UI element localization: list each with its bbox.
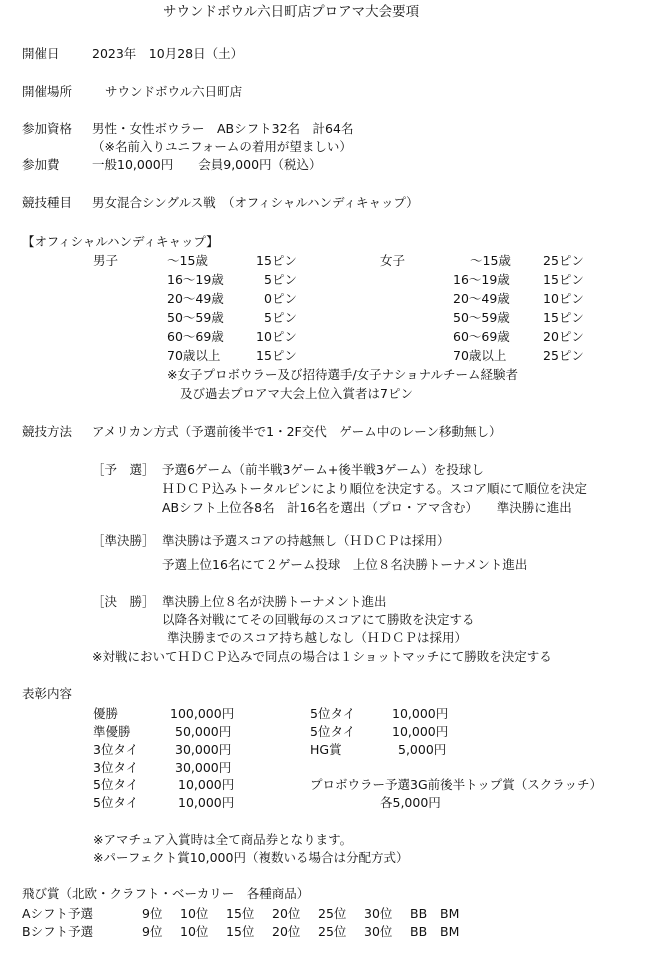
award-prize: 10,000円	[392, 706, 449, 721]
prelim-line: ABシフト上位各8名 計16名を選出（プロ・アマ含む） 準決勝に進出	[162, 500, 572, 515]
award-prize: 10,000円	[392, 724, 449, 739]
fee-value: 一般10,000円 会員9,000円（税込）	[92, 157, 322, 172]
prelim-tag: ［予 選］	[92, 462, 155, 477]
award-prize: 10,000円	[178, 777, 235, 792]
handicap-women-pins: 20ピン	[543, 329, 584, 344]
handicap-men-age: ～15歳	[167, 253, 208, 268]
award-prize: 50,000円	[175, 724, 232, 739]
handicap-women-pins: 10ピン	[543, 291, 584, 306]
handicap-women-label: 女子	[380, 253, 406, 268]
award-place: HG賞	[310, 742, 342, 757]
date-value: 2023年 10月28日（土）	[92, 46, 244, 61]
final-line: 以降各対戦にてその回戦毎のスコアにて勝敗を決定する	[162, 612, 475, 627]
awards-note: ※アマチュア入賞時は全て商品券となります。	[93, 832, 353, 847]
handicap-men-pins: 10ピン	[256, 329, 297, 344]
tobisho-rank: 15位	[226, 924, 255, 939]
handicap-men-age: 20～49歳	[167, 291, 224, 306]
handicap-women-pins: 25ピン	[543, 348, 584, 363]
award-place: 5位タイ	[310, 724, 356, 739]
award-place: 3位タイ	[93, 760, 139, 775]
tobisho-rank: 10位	[180, 924, 209, 939]
handicap-women-age: 60～69歳	[453, 329, 510, 344]
semi-line: 予選上位16名にて２ゲーム投球 上位８名決勝トーナメント進出	[162, 557, 528, 572]
fee-label: 参加費	[22, 157, 60, 172]
pro-award: プロボウラー予選3G前後半トップ賞（スクラッチ）	[310, 777, 603, 792]
award-place: 5位タイ	[310, 706, 356, 721]
handicap-men-pins: 5ピン	[264, 272, 297, 287]
award-place: 3位タイ	[93, 742, 139, 757]
award-prize: 5,000円	[398, 742, 447, 757]
award-prize: 10,000円	[178, 795, 235, 810]
handicap-men-pins: 15ピン	[256, 253, 297, 268]
final-line: 準決勝までのスコア持ち越しなし（ＨＤＣＰは採用）	[167, 630, 468, 645]
handicap-men-pins: 15ピン	[256, 348, 297, 363]
page-title: サウンドボウル六日町店プロアマ大会要項	[163, 4, 420, 20]
eligibility-note: （※名前入りユニフォームの着用が望ましい）	[92, 139, 352, 154]
tobisho-rank: 10位	[180, 906, 209, 921]
handicap-note: ※女子プロボウラー及び招待選手/女子ナショナルチーム経験者	[167, 367, 519, 382]
tobisho-rank: BM	[440, 924, 460, 939]
eligibility-value: 男性・女性ボウラー ABシフト32名 計64名	[92, 121, 354, 136]
tobisho-rank: 30位	[364, 906, 393, 921]
awards-note: ※パーフェクト賞10,000円（複数いる場合は分配方式）	[93, 850, 409, 865]
tobisho-rank: 9位	[142, 924, 163, 939]
handicap-women-age: 20～49歳	[453, 291, 510, 306]
award-place: 準優勝	[93, 724, 131, 739]
handicap-women-age: 16～19歳	[453, 272, 510, 287]
handicap-men-pins: 0ピン	[264, 291, 297, 306]
handicap-header: 【オフィシャルハンディキャップ】	[22, 234, 219, 249]
tobisho-row-label: Bシフト予選	[22, 924, 94, 939]
semi-line: 準決勝は予選スコアの持越無し（ＨＤＣＰは採用）	[162, 533, 450, 548]
handicap-women-pins: 15ピン	[543, 272, 584, 287]
handicap-women-age: 50～59歳	[453, 310, 510, 325]
venue-label: 開催場所	[22, 84, 73, 99]
handicap-note: 及び過去プロアマ大会上位入賞者は7ピン	[180, 386, 413, 401]
tobisho-row-label: Aシフト予選	[22, 906, 94, 921]
tobisho-rank: BB	[410, 924, 428, 939]
handicap-men-age: 60～69歳	[167, 329, 224, 344]
prelim-line: ＨＤＣＰ込みトータルピンにより順位を決定する。スコア順にて順位を決定	[162, 481, 588, 496]
method-value: アメリカン方式（予選前後半で1・2F交代 ゲーム中のレーン移動無し）	[92, 424, 502, 439]
method-label: 競技方法	[22, 424, 73, 439]
handicap-men-age: 50～59歳	[167, 310, 224, 325]
award-prize: 30,000円	[175, 742, 232, 757]
tobisho-rank: 30位	[364, 924, 393, 939]
handicap-women-pins: 25ピン	[543, 253, 584, 268]
award-prize: 30,000円	[175, 760, 232, 775]
award-place: 優勝	[93, 706, 119, 721]
tobisho-rank: 20位	[272, 906, 301, 921]
final-note: ※対戦においてＨＤＣＰ込みで同点の場合は１ショットマッチにて勝敗を決定する	[92, 649, 552, 664]
venue-value: サウンドボウル六日町店	[105, 84, 243, 99]
tobisho-rank: 25位	[318, 924, 347, 939]
handicap-women-age: 70歳以上	[453, 348, 507, 363]
handicap-women-pins: 15ピン	[543, 310, 584, 325]
date-label: 開催日	[22, 46, 60, 61]
event-value: 男女混合シングルス戦 （オフィシャルハンディキャップ）	[92, 195, 419, 210]
tobisho-header: 飛び賞（北欧・クラフト・ベーカリー 各種商品）	[22, 886, 310, 901]
eligibility-label: 参加資格	[22, 121, 73, 136]
event-label: 競技種目	[22, 195, 73, 210]
tobisho-rank: BM	[440, 906, 460, 921]
final-line: 準決勝上位８名が決勝トーナメント進出	[162, 594, 387, 609]
handicap-men-label: 男子	[93, 253, 119, 268]
handicap-women-age: ～15歳	[470, 253, 511, 268]
handicap-men-age: 70歳以上	[167, 348, 221, 363]
tobisho-rank: 25位	[318, 906, 347, 921]
award-place: 5位タイ	[93, 795, 139, 810]
tobisho-rank: 20位	[272, 924, 301, 939]
pro-award-prize: 各5,000円	[380, 795, 441, 810]
award-prize: 100,000円	[170, 706, 235, 721]
prelim-line: 予選6ゲーム（前半戦3ゲーム+後半戦3ゲーム）を投球し	[162, 462, 484, 477]
handicap-men-age: 16～19歳	[167, 272, 224, 287]
tobisho-rank: 9位	[142, 906, 163, 921]
award-place: 5位タイ	[93, 777, 139, 792]
awards-label: 表彰内容	[22, 686, 73, 701]
tobisho-rank: 15位	[226, 906, 255, 921]
tobisho-rank: BB	[410, 906, 428, 921]
final-tag: ［決 勝］	[92, 594, 155, 609]
semi-tag: ［準決勝］	[92, 533, 155, 548]
handicap-men-pins: 5ピン	[264, 310, 297, 325]
